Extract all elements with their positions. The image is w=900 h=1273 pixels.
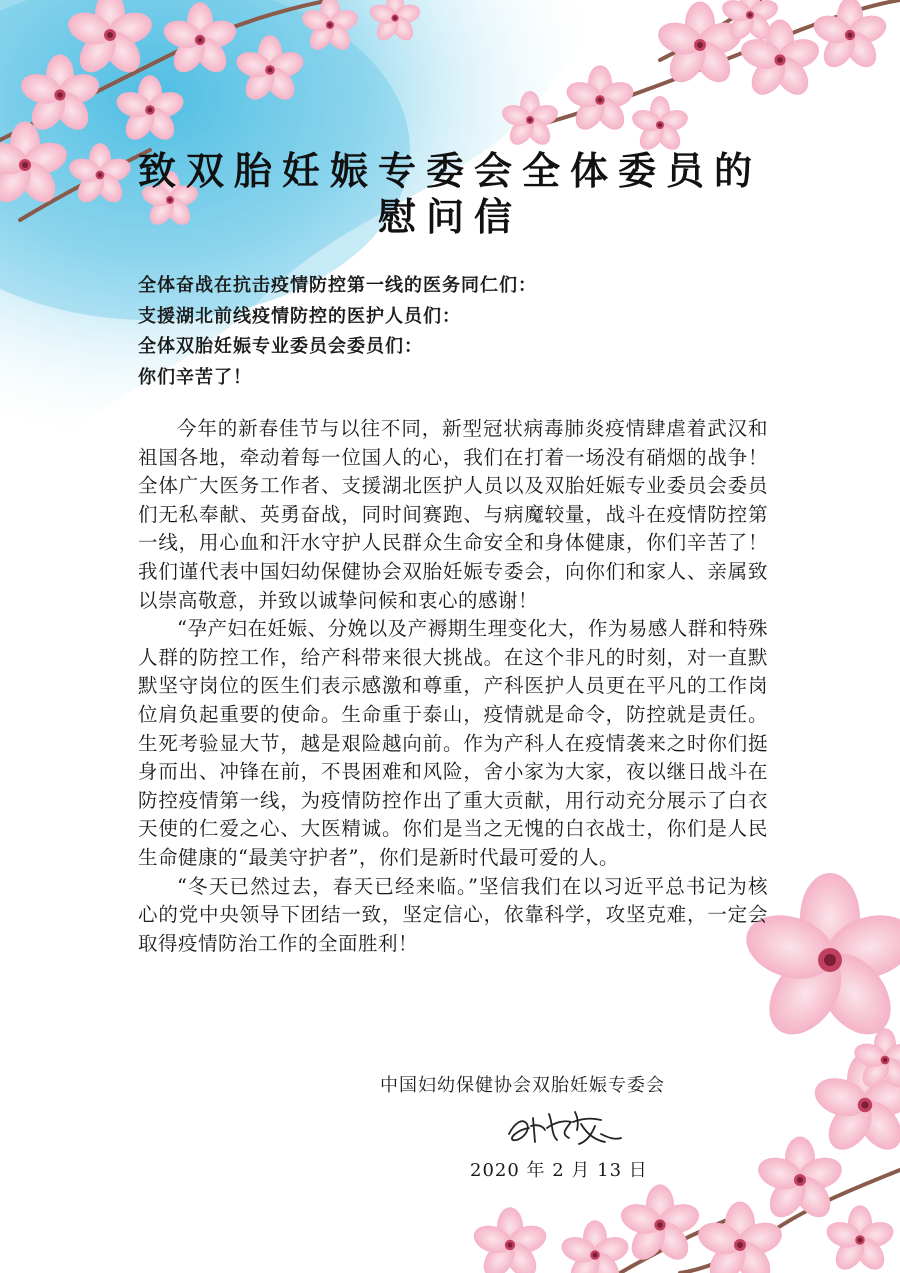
body-paragraph: “冬天已然过去，春天已经来临。”坚信我们在以习近平总书记为核心的党中央领导下团结一致，坚定信心，依靠科学，攻坚克难，一定会取得疫情防治工作的全面胜利！ [138, 874, 768, 955]
salutation-block [138, 271, 537, 393]
body-paragraph: “孕产妇在妊娠、分娩以及产褥期生理变化大，作为易感人群和特殊人群的防控工作，给产科带来很大挑战。在这个非凡的时刻，对一直默默坚守岗位的医生们表示感激和尊重，产科医护人员更在平凡的工作岗位肩负起重要的使命。生命重于泰山，疫情就是命令，防控就是责任。生死考验显大节，越是艰险越向前。作为产科人在疫情袭来之时你们挺身而出、冲锋在前，不畏困难和风险，舍小家为大家，夜以继日战斗在防控疫情第一线，为疫情防控作出了重大贡献，用行动充分展示了白衣天使的仁爱之心、大医精诚。你们是当之无愧的白衣战士，你们是人民生命健康的“最美守护者”，你们是新时代最可爱的人。 [138, 617, 768, 869]
salutation-line: 支援湖北前线疫情防控的医护人员们： [138, 305, 461, 327]
salutation-line: 你们辛苦了！ [138, 366, 252, 388]
page-title-line2: 慰问信 [377, 195, 522, 239]
organization-name: 中国妇幼保健协会双胎妊娠专委会 [380, 1075, 665, 1096]
letter-body [138, 415, 768, 958]
body-paragraph: 今年的新春佳节与以往不同，新型冠状病毒肺炎疫情肆虐着武汉和祖国各地，牵动着每一位国人的心，我们在打着一场没有硝烟的战争！全体广大医务工作者、支援湖北医护人员以及双胎妊娠专业委员会委员们无私奉献、英勇奋战，同时间赛跑、与病魔较量，战斗在疫情防控第一线，用心血和汗水守护人民群众生命安全和身体健康，你们辛苦了！我们谨代表中国妇幼保健协会双胎妊娠专委会，向你们和家人、亲属致以崇高敬意，并致以诚挚问候和衷心的感谢！ [138, 417, 768, 612]
salutation-line: 全体奋战在抗击疫情防控第一线的医务同仁们： [138, 275, 537, 296]
salutation-line: 全体双胎妊娠专业委员会委员们： [138, 336, 423, 357]
letter-date: 2020 年 2 月 13 日 [470, 1160, 648, 1181]
handwritten-signature [505, 1104, 625, 1150]
page-title: 致双胎妊娠专委会全体委员的 [137, 149, 762, 193]
